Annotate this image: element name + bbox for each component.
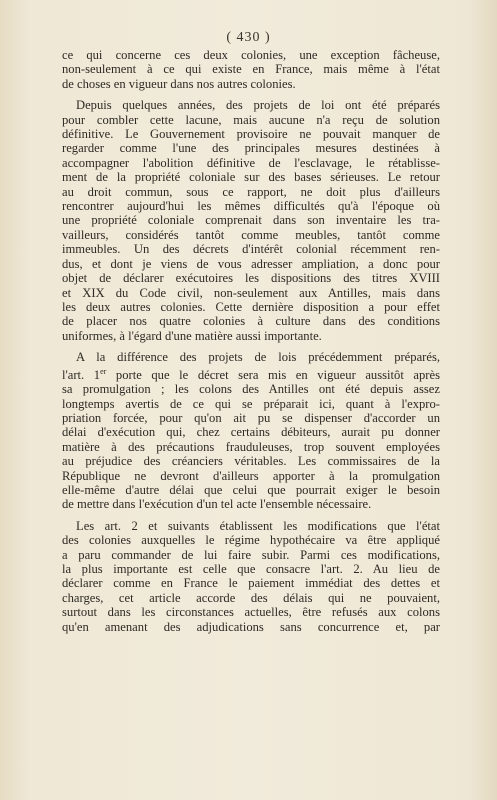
- text-line: des colonies auxquelles le régime hypothécaire va être appliqué: [62, 533, 440, 548]
- text-line: vailleurs, considérés tantôt comme meubles, tantôt comme: [62, 227, 440, 242]
- text-line: délai d'exécution qui, chez certains débiteurs, aurait pu donner: [62, 425, 440, 440]
- text-line: regarder comme l'une des principales mesures destinées à: [62, 141, 440, 156]
- page-number: ( 430 ): [226, 30, 271, 45]
- text-line: a paru commander de lui faire subir. Parmi ces modifications,: [62, 547, 440, 562]
- text-line: de choses en vigueur dans nos autres colonies.: [62, 76, 296, 91]
- text-line: objet de déclarer exécutoires les dispositions des titres XVIII: [62, 271, 440, 286]
- text-line: pour combler cette lacune, mais aucune n'a reçu de solution: [62, 112, 440, 127]
- paragraph-2: [62, 98, 440, 343]
- text-line: République ne devront d'ailleurs apporter à la promulgation: [62, 468, 440, 483]
- text-line: ment de la propriété coloniale sur des bases sérieuses. Le retour: [62, 170, 440, 185]
- text-line: Les art. 2 et suivants établissent les modifications que l'état: [76, 518, 440, 533]
- text-line: sa promulgation ; les colons des Antilles ont été depuis assez: [62, 382, 440, 397]
- text-line: longtemps avertis de ce qui se préparait ici, quant à l'expro-: [62, 396, 440, 411]
- text-line: et XIX du Code civil, non-seulement aux Antilles, mais dans: [62, 285, 440, 300]
- text-line: surtout dans les circonstances actuelles, être refusés aux colons: [62, 605, 440, 620]
- text-line: l'art. 1er porte que le décret sera mis en vigueur aussitôt après: [62, 366, 440, 382]
- text-line: qu'en amenant des adjudications sans concurrence et, par: [62, 619, 440, 634]
- paragraph-3: [62, 350, 440, 512]
- text-line: de mettre dans l'exécution d'un tel acte l'ensemble nécessaire.: [62, 497, 372, 512]
- text-line: charges, cet article accorde des délais qui ne pouvaient,: [62, 590, 440, 605]
- text-line: Depuis quelques années, des projets de loi ont été préparés: [76, 98, 440, 113]
- body-text: [62, 48, 440, 641]
- text-line: au préjudice des créanciers véritables. Les commissaires de la: [62, 454, 440, 469]
- text-line: elle-même d'autre délai que celui que pourrait exiger le besoin: [62, 482, 440, 497]
- paragraph-4: [62, 519, 440, 634]
- text-line: rencontrer aujourd'hui les mêmes difficultés qu'à l'époque où: [62, 199, 440, 214]
- text-line: matière à des précautions frauduleuses, trop souvent employées: [62, 439, 440, 454]
- text-line: A la différence des projets de lois précédemment préparés,: [76, 350, 440, 365]
- text-line: immeubles. Un des décrets d'intérêt colonial récemment ren-: [62, 242, 440, 257]
- text-line: priation forcée, pour qu'on ait pu se dispenser d'accorder un: [62, 410, 440, 425]
- text-line: la plus importante est celle que consacre l'art. 2. Au lieu de: [62, 562, 440, 576]
- text-line: ce qui concerne ces deux colonies, une exception fâcheuse,: [62, 48, 440, 62]
- text-line: de placer nos quatre colonies à culture dans des conditions: [62, 314, 440, 329]
- text-line: au droit commun, sous ce rapport, ne doit plus d'ailleurs: [62, 184, 440, 199]
- text-line: dus, et dont je viens de vous adresser ampliation, a donc pour: [62, 256, 440, 271]
- text-line: uniformes, à l'égard d'une matière aussi importante.: [62, 328, 322, 343]
- text-line: les deux autres colonies. Cette dernière disposition a pour effet: [62, 299, 440, 314]
- text-line: définitive. Le Gouvernement provisoire ne pouvait manquer de: [62, 127, 440, 142]
- paragraph-1: [62, 48, 440, 91]
- text-line: non-seulement à ce qui existe en France, mais même à l'état: [62, 62, 440, 77]
- text-line: déclarer comme en France le paiement immédiat des dettes et: [62, 576, 440, 591]
- text-line: accompagner l'abolition définitive de l'esclavage, le rétablisse-: [62, 155, 440, 170]
- text-line: une propriété coloniale comprenait dans son inventaire les tra-: [62, 213, 440, 228]
